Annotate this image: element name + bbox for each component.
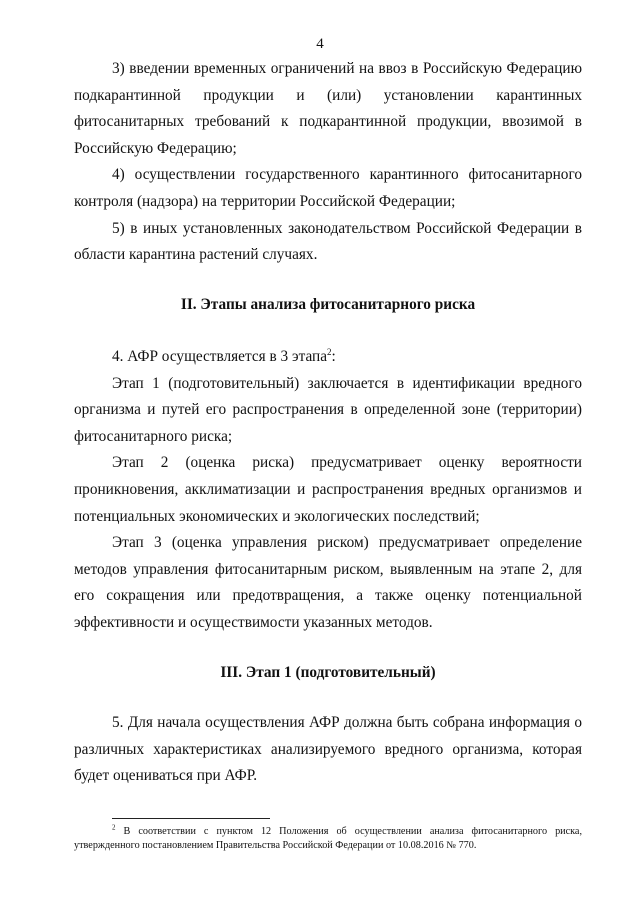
section-2-heading-block <box>74 292 582 319</box>
list-item-4: 4) осуществлении государственного карантинного фитосанитарного контроля (надзора) на территории Российской Федерации; <box>74 166 582 210</box>
footnote <box>74 825 582 853</box>
section-2-body <box>74 344 582 637</box>
paragraph-4-text: 4. АФР осуществляется в 3 этапа <box>112 348 328 365</box>
stage-2-paragraph: Этап 2 (оценка риска) предусматривает оценку вероятности проникновения, акклиматизации и распространения вредных организмов и потенциальных экономических и экологических последствий; <box>74 454 582 525</box>
footnote-ref: 2 <box>327 346 332 357</box>
stage-1-paragraph: Этап 1 (подготовительный) заключается в идентификации вредного организма и путей его распространения в определенной зоне (территории) фитосанитарного риска; <box>74 374 582 445</box>
list-item-3: 3) введении временных ограничений на ввоз в Российскую Федерацию подкарантинной продукции и (или) установлении карантинных фитосанитарных требований к подкарантинной продукции, ввозимой в Российскую Федерацию; <box>74 60 582 157</box>
list-continuation <box>74 56 582 269</box>
footnote-text: В соответствии с пунктом 12 Положения об осуществлении анализа фитосанитарного риска, утвержденного постановлением Правительства Российской Федерации от 10.08.2016 № 770. <box>74 826 582 851</box>
section-2-heading: II. Этапы анализа фитосанитарного риска <box>180 296 476 313</box>
stage-3-paragraph: Этап 3 (оценка управления риском) предусматривает определение методов управления фитосанитарным риском, выявленным на этапе 2, для его сокращения или предотвращения, а также оценку потенциальной эффективности и осуществимости указанных методов. <box>74 534 582 631</box>
list-item-5: 5) в иных установленных законодательством Российской Федерации в области карантина растений случаях. <box>74 219 582 264</box>
paragraph-5: 5. Для начала осуществления АФР должна быть собрана информация о различных характеристиках анализируемого вредного организма, которая будет оцениваться при АФР. <box>74 714 582 785</box>
section-3-heading-block <box>74 660 582 687</box>
footnote-marker: 2 <box>112 823 116 832</box>
paragraph-4 <box>74 344 582 371</box>
section-3-heading: III. Этап 1 (подготовительный) <box>220 664 436 681</box>
paragraph-4-tail: : <box>331 348 336 365</box>
footnote-divider <box>112 818 270 819</box>
page-number: 4 <box>316 36 324 52</box>
section-3-body <box>74 710 582 790</box>
